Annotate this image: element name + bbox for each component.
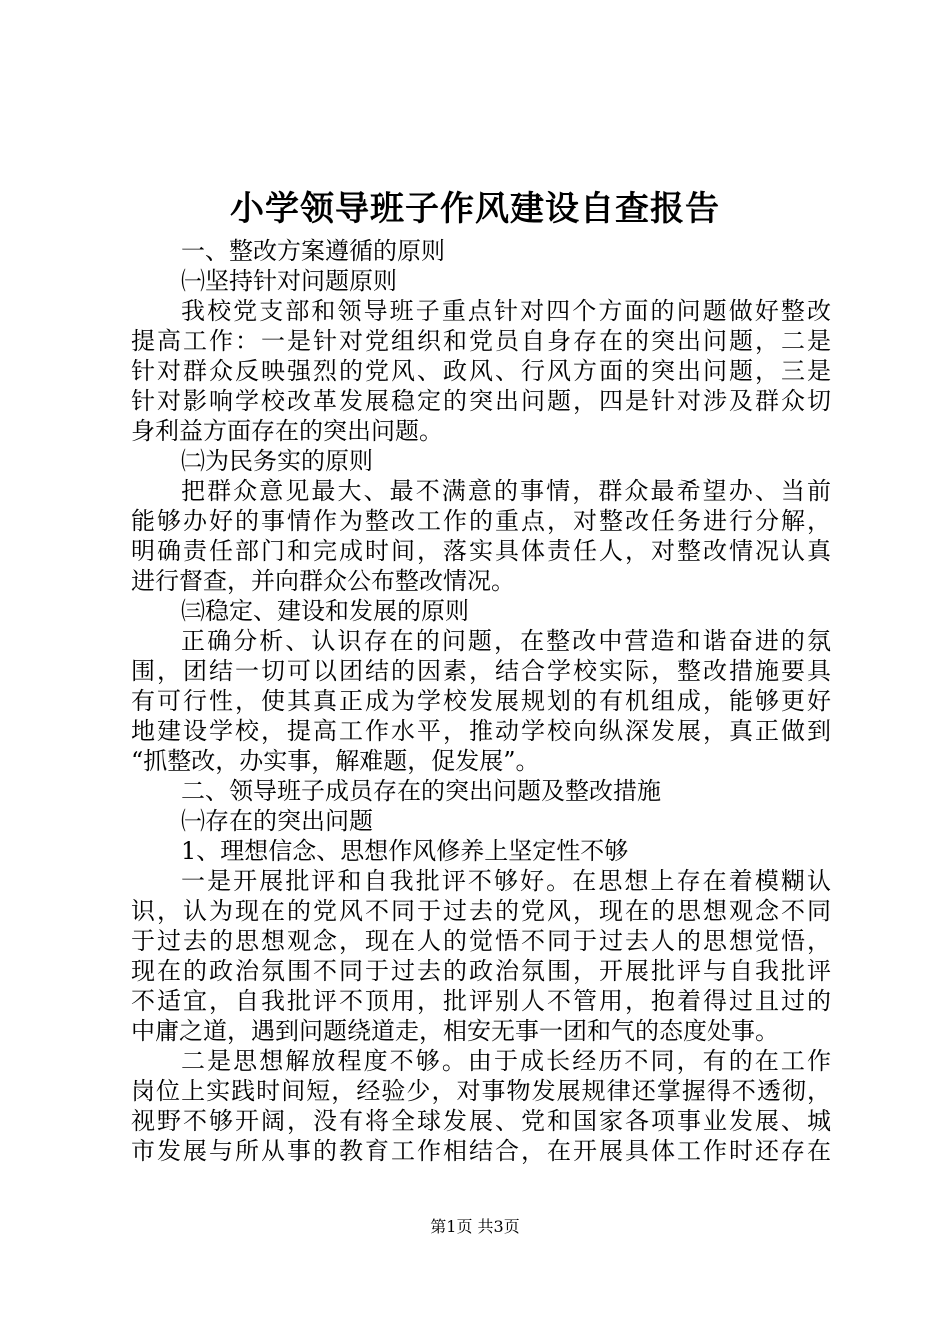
text-line: 明确责任部门和完成时间，落实具体责任人，对整改情况认真 [131,537,831,565]
text-line: 岗位上实践时间短，经验少，对事物发展规律还掌握得不透彻， [131,1077,831,1105]
text-line: 二、领导班子成员存在的突出问题及整改措施 [181,777,661,805]
text-line: 能够办好的事情作为整改工作的重点，对整改任务进行分解， [131,507,831,535]
text-line: 于过去的思想观念，现在人的觉悟不同于过去人的思想觉悟， [131,927,831,955]
text-line: 现在的政治氛围不同于过去的政治氛围，开展批评与自我批评 [131,957,831,985]
text-line: 二是思想解放程度不够。由于成长经历不同，有的在工作 [181,1047,831,1075]
text-line: 正确分析、认识存在的问题，在整改中营造和谐奋进的氛 [181,627,831,655]
text-line: 身利益方面存在的突出问题。 [131,417,443,445]
text-line: 把群众意见最大、最不满意的事情，群众最希望办、当前 [181,477,831,505]
text-line: 不适宜，自我批评不顶用，批评别人不管用，抱着得过且过的 [131,987,831,1015]
text-line: 提高工作：一是针对党组织和党员自身存在的突出问题，二是 [131,327,831,355]
text-line: 1、理想信念、思想作风修养上坚定性不够 [181,837,629,865]
text-line: ㈡为民务实的原则 [181,447,373,475]
text-line: “抓整改，办实事，解难题，促发展”。 [131,747,540,775]
text-line: ㈠存在的突出问题 [181,807,373,835]
text-line: 围，团结一切可以团结的因素，结合学校实际，整改措施要具 [131,657,831,685]
text-line: 视野不够开阔，没有将全球发展、党和国家各项事业发展、城 [131,1107,831,1135]
text-line: 市发展与所从事的教育工作相结合，在开展具体工作时还存在 [131,1137,831,1165]
text-line: 针对群众反映强烈的党风、政风、行风方面的突出问题，三是 [131,357,831,385]
text-line: 一、整改方案遵循的原则 [181,237,445,265]
text-line: 地建设学校，提高工作水平，推动学校向纵深发展，真正做到 [131,717,831,745]
text-line: 进行督查，并向群众公布整改情况。 [131,567,515,595]
page-footer: 第1页 共3页 [430,1217,520,1236]
text-line: ㈢稳定、建设和发展的原则 [181,597,469,625]
text-line: 一是开展批评和自我批评不够好。在思想上存在着模糊认 [181,867,831,895]
text-line: 有可行性，使其真正成为学校发展规划的有机组成，能够更好 [131,687,831,715]
text-line: ㈠坚持针对问题原则 [181,267,397,295]
text-line: 我校党支部和领导班子重点针对四个方面的问题做好整改 [181,297,831,325]
text-line: 中庸之道，遇到问题绕道走，相安无事一团和气的态度处事。 [131,1017,779,1045]
document-body [131,236,831,1166]
document-title: 小学领导班子作风建设自查报告 [230,189,720,229]
text-line: 识，认为现在的党风不同于过去的党风，现在的思想观念不同 [131,897,831,925]
text-line: 针对影响学校改革发展稳定的突出问题，四是针对涉及群众切 [131,387,831,415]
